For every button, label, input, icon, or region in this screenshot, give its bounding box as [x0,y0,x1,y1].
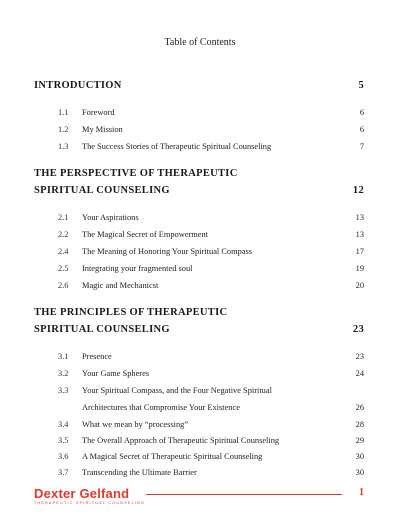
entry-number: 3.1 [58,352,69,361]
entry-title: Your Spiritual Compass, and the Four Negative Spiritual [82,386,272,395]
entry-title: The Magical Secret of Empowerment [82,230,209,239]
toc-entry-3-6[interactable] [58,452,364,461]
entry-page: 28 [355,420,364,429]
toc-title: Table of Contents [164,37,236,48]
brand-tagline: THERAPEUTIC SPIRITUAL COUNSELING [34,501,146,505]
section-title: THE PERSPECTIVE OF THERAPEUTIC [34,168,238,179]
brand-name: Dexter Gelfand [34,486,130,501]
toc-entry-3-3[interactable] [58,386,364,395]
entry-number: 3.4 [58,420,69,429]
entry-title: Foreword [82,108,115,117]
entry-number: 1.1 [58,108,69,117]
section-title: SPIRITUAL COUNSELING [34,185,170,196]
entry-title: The Overall Approach of Therapeutic Spiritual Counseling [82,436,280,445]
section-introduction[interactable] [34,80,364,91]
toc-entry-2-6[interactable] [58,281,364,290]
entry-page: 19 [355,264,364,273]
entry-number: 2.2 [58,230,69,239]
toc-entry-2-2[interactable] [58,230,364,239]
section-perspective-line1[interactable] [34,168,364,179]
entry-title: Your Game Spheres [82,369,150,378]
entry-number: 3.2 [58,369,69,378]
toc-entry-1-2[interactable] [58,125,364,134]
entry-number: 2.4 [58,247,69,256]
section-title: SPIRITUAL COUNSELING [34,324,170,335]
section-principles-line2[interactable] [34,324,364,335]
entry-page: 29 [355,436,364,445]
entry-page: 6 [359,125,364,134]
toc-entry-1-1[interactable] [58,108,364,117]
section-page: 12 [352,185,364,196]
entry-page: 24 [355,369,364,378]
entry-page: 7 [359,142,364,151]
entry-number: 2.1 [58,213,69,222]
entry-title: Transcending the Ultimate Barrier [82,468,197,477]
section-title: INTRODUCTION [34,80,122,91]
entry-number: 3.5 [58,436,69,445]
entry-page: 20 [355,281,364,290]
entry-page: 30 [355,468,364,477]
toc-entry-1-3[interactable] [58,142,364,151]
toc-entry-3-4[interactable] [58,420,364,429]
entry-title: Presence [82,352,112,361]
section-title: THE PRINCIPLES OF THERAPEUTIC [34,307,228,318]
entry-title: The Success Stories of Therapeutic Spiritual Counseling [82,142,272,151]
entry-number: 2.6 [58,281,69,290]
entry-title: Magic and Mechanicst [82,281,159,290]
entry-page: 26 [355,403,364,412]
entry-page: 17 [355,247,364,256]
entry-title: Architectures that Compromise Your Existence [82,403,240,412]
toc-entry-3-5[interactable] [58,436,364,445]
entry-number: 1.3 [58,142,69,151]
toc-entry-3-7[interactable] [58,468,364,477]
section-page: 23 [352,324,364,335]
entry-number: 2.5 [58,264,69,273]
toc-entry-2-1[interactable] [58,213,364,222]
entry-number: 3.6 [58,452,69,461]
section-principles-line1[interactable] [34,307,364,318]
entry-number: 3.7 [58,468,69,477]
entry-page: 30 [355,452,364,461]
entry-title: A Magical Secret of Therapeutic Spiritual Counseling [82,452,263,461]
toc-entry-2-4[interactable] [58,247,364,256]
footer-divider [146,494,342,495]
toc-entry-3-2[interactable] [58,369,364,378]
entry-title: My Mission [82,125,123,134]
entry-title: Your Aspirations [82,213,139,222]
entry-page: 13 [355,213,364,222]
entry-page: 13 [355,230,364,239]
entry-title: What we mean by “processing” [82,420,189,429]
page-number: 1 [359,487,364,498]
toc-entry-3-3-continued[interactable] [82,403,364,412]
brand-logo [34,487,145,505]
section-perspective-line2[interactable] [34,185,364,196]
entry-page: 6 [359,108,364,117]
toc-entry-3-1[interactable] [58,352,364,361]
entry-title: Integrating your fragmented soul [82,264,193,273]
toc-entry-2-5[interactable] [58,264,364,273]
section-page: 5 [358,80,364,91]
entry-number: 1.2 [58,125,69,134]
entry-page: 23 [355,352,364,361]
entry-number: 3.3 [58,386,69,395]
entry-title: The Meaning of Honoring Your Spiritual Compass [82,247,253,256]
